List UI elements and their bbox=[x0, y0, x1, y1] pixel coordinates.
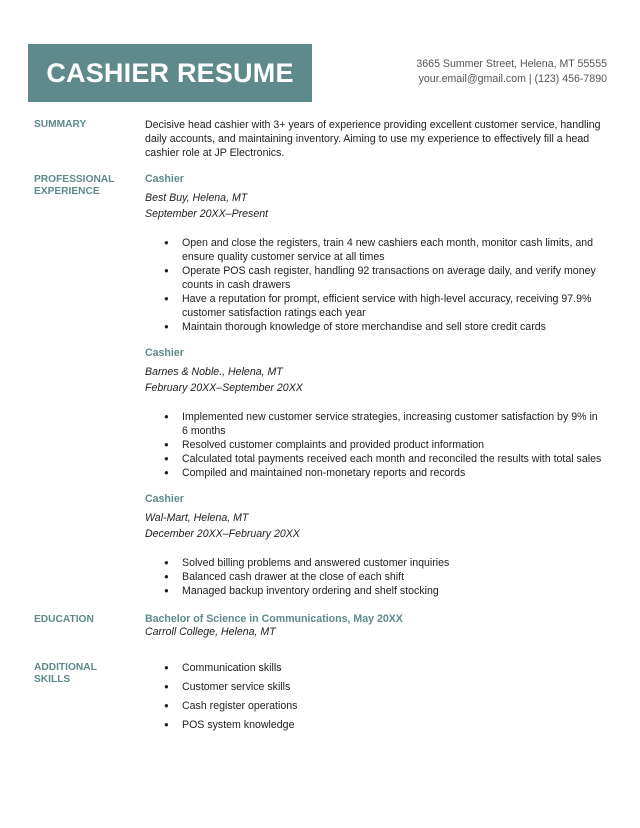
school: Carroll College, Helena, MT bbox=[145, 626, 276, 638]
summary-label: SUMMARY bbox=[34, 119, 87, 130]
skill-item: ● POS system knowledge bbox=[145, 718, 605, 732]
bullet-item: ● Calculated total payments received each month and reconciled the results with total sales bbox=[145, 452, 605, 466]
job-title: Cashier bbox=[145, 347, 184, 359]
skill-item: ● Customer service skills bbox=[145, 680, 605, 694]
skills-list bbox=[145, 661, 605, 732]
job-dates: September 20XX–Present bbox=[145, 208, 269, 220]
education-label: EDUCATION bbox=[34, 614, 94, 625]
bullet-item: ● Maintain thorough knowledge of store merchandise and sell store credit cards bbox=[145, 320, 605, 334]
skills-label bbox=[34, 662, 97, 686]
email-phone: your.email@gmail.com | (123) 456-7890 bbox=[418, 73, 607, 85]
skills-entry bbox=[145, 661, 605, 732]
job-company: Barnes & Noble., Helena, MT bbox=[145, 366, 283, 378]
summary-text: Decisive head cashier with 3+ years of experience providing excellent customer service, handling daily accounts, and maintaining inventory. Aiming to use my experience to effectively fill a head cashier role at JP Electronics. bbox=[145, 119, 601, 159]
job-bullets bbox=[145, 556, 605, 598]
bullet-item: ● Balanced cash drawer at the close of each shift bbox=[145, 570, 605, 584]
job-entry bbox=[145, 173, 605, 334]
address: 3665 Summer Street, Helena, MT 55555 bbox=[416, 58, 607, 70]
job-bullets bbox=[145, 236, 605, 334]
title-banner bbox=[28, 44, 312, 102]
job-dates: February 20XX–September 20XX bbox=[145, 382, 303, 394]
bullet-item: ● Operate POS cash register, handling 92 transactions on average daily, and verify money counts in cash drawers bbox=[145, 264, 605, 292]
bullet-item: ● Implemented new customer service strategies, increasing customer satisfaction by 9% in 6 months bbox=[145, 410, 605, 438]
job-bullets bbox=[145, 410, 605, 480]
bullet-item: ● Compiled and maintained non-monetary reports and records bbox=[145, 466, 605, 480]
job-entry bbox=[145, 347, 605, 480]
job-title: Cashier bbox=[145, 493, 184, 505]
experience-label-line2: EXPERIENCE bbox=[34, 186, 100, 197]
bullet-item: ● Open and close the registers, train 4 new cashiers each month, monitor cash limits, and ensure quality customer service at all times bbox=[145, 236, 605, 264]
bullet-item: ● Solved billing problems and answered customer inquiries bbox=[145, 556, 605, 570]
degree: Bachelor of Science in Communications, May 20XX bbox=[145, 613, 403, 625]
experience-label bbox=[34, 174, 114, 198]
skill-item: ● Cash register operations bbox=[145, 699, 605, 713]
skills-label-line1: ADDITIONAL bbox=[34, 662, 97, 673]
bullet-item: ● Resolved customer complaints and provided product information bbox=[145, 438, 605, 452]
bullet-item: ● Have a reputation for prompt, efficient service with high-level accuracy, receiving 97.9% customer satisfaction ratings each year bbox=[145, 292, 605, 320]
job-title: Cashier bbox=[145, 173, 184, 185]
skills-label-line2: SKILLS bbox=[34, 674, 71, 685]
experience-label-line1: PROFESSIONAL bbox=[34, 174, 115, 185]
job-company: Best Buy, Helena, MT bbox=[145, 192, 248, 204]
job-dates: December 20XX–February 20XX bbox=[145, 528, 300, 540]
resume-title: CASHIER RESUME bbox=[46, 57, 294, 88]
contact-block bbox=[416, 57, 607, 87]
education-entry bbox=[145, 613, 605, 639]
job-company: Wal-Mart, Helena, MT bbox=[145, 512, 249, 524]
job-entry bbox=[145, 493, 605, 598]
bullet-item: ● Managed backup inventory ordering and shelf stocking bbox=[145, 584, 605, 598]
skill-item: ● Communication skills bbox=[145, 661, 605, 675]
